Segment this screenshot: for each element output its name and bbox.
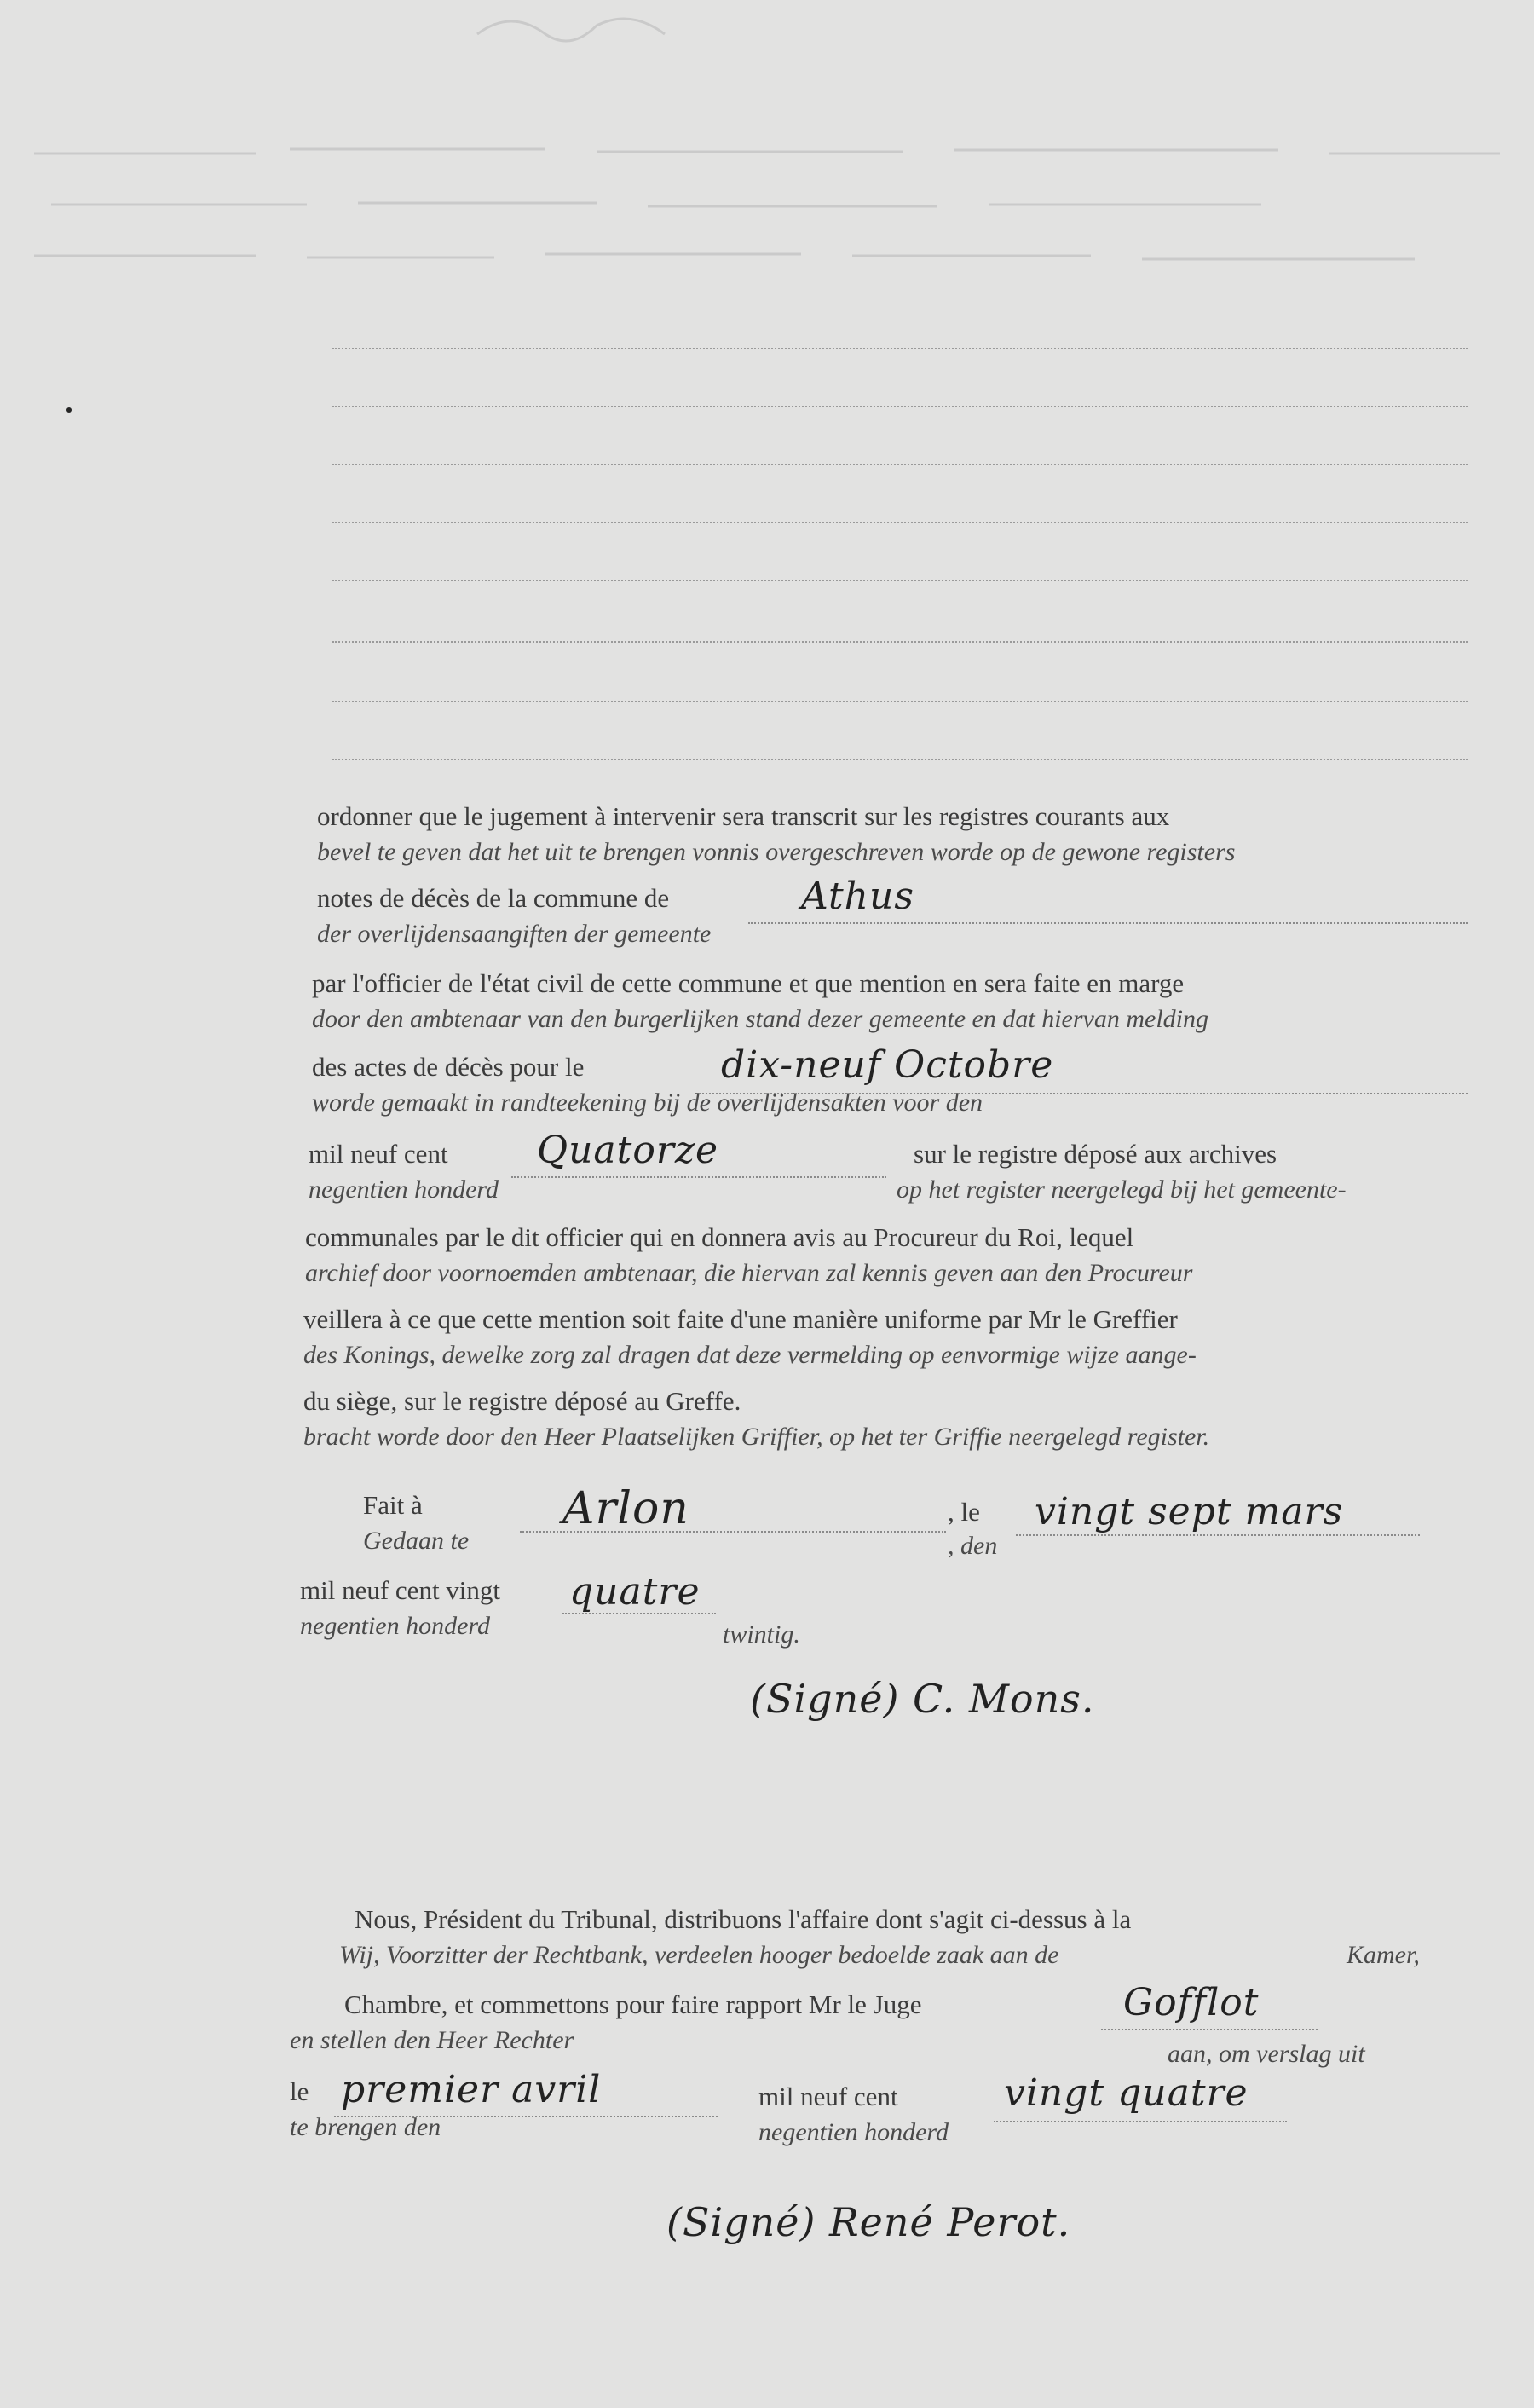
fill-line bbox=[334, 2116, 718, 2117]
bleed-through-text bbox=[0, 0, 1534, 307]
blank-line bbox=[332, 406, 1468, 407]
nl-negentien-honderd: negentien honderd bbox=[758, 2118, 949, 2146]
fr-line-mil: mil neuf cent bbox=[309, 1139, 448, 1169]
blank-line bbox=[332, 580, 1468, 581]
handwritten-signing-year: quatre bbox=[569, 1570, 701, 1614]
fr-line-actes: des actes de décès pour le bbox=[312, 1052, 585, 1082]
handwritten-death-year: Quatorze bbox=[537, 1129, 719, 1172]
blank-line bbox=[332, 641, 1468, 643]
nl-line-ambtenaar: door den ambtenaar van den burgerlijken stand dezer gemeente en dat hiervan melding bbox=[312, 1005, 1208, 1033]
den-label: , den bbox=[948, 1532, 998, 1560]
signature-perot: (Signé) René Perot. bbox=[666, 2199, 1071, 2245]
fr-le-label: le bbox=[290, 2076, 309, 2106]
gedaan-te-label: Gedaan te bbox=[363, 1527, 470, 1555]
fr-line-notes: notes de décès de la commune de bbox=[317, 883, 670, 913]
blank-line bbox=[332, 464, 1468, 465]
fait-a-label: Fait à bbox=[363, 1490, 423, 1520]
signature-mons: (Signé) C. Mons. bbox=[750, 1676, 1095, 1722]
mil-neuf-cent-vingt-label: mil neuf cent vingt bbox=[300, 1575, 501, 1605]
fr-line-officier: par l'officier de l'état civil de cette commune et que mention en sera faite en marge bbox=[312, 968, 1185, 998]
negentien-honderd-label: negentien honderd bbox=[300, 1612, 490, 1640]
fill-line bbox=[511, 1176, 886, 1178]
fill-line bbox=[748, 922, 1468, 924]
fr-line-registre: sur le registre déposé aux archives bbox=[914, 1139, 1277, 1169]
fill-line bbox=[699, 1093, 1468, 1094]
blank-line bbox=[332, 701, 1468, 702]
stray-mark bbox=[66, 407, 72, 413]
nl-line-register: op het register neergelegd bij het gemeente- bbox=[897, 1175, 1347, 1204]
fill-line bbox=[1101, 2029, 1318, 2030]
handwritten-place: Arlon bbox=[562, 1483, 689, 1534]
handwritten-death-date: dix-neuf Octobre bbox=[721, 1043, 1054, 1087]
fill-line bbox=[1016, 1534, 1420, 1536]
twintig-label: twintig. bbox=[723, 1620, 800, 1649]
fr-line-communales: communales par le dit officier qui en donnera avis au Procureur du Roi, lequel bbox=[305, 1222, 1134, 1252]
handwritten-judge: Gofflot bbox=[1123, 1981, 1260, 2024]
handwritten-report-year: vingt quatre bbox=[1004, 2071, 1249, 2115]
nl-line-overlijden: der overlijdensaangiften der gemeente bbox=[317, 920, 712, 948]
fr-line-veillera: veillera à ce que cette mention soit faite d'une manière uniforme par Mr le Greffier bbox=[303, 1304, 1178, 1334]
nl-line-voorzitter: Wij, Voorzitter der Rechtbank, verdeelen hooger bedoelde zaak aan de bbox=[339, 1941, 1059, 1969]
nl-te-brengen-label: te brengen den bbox=[290, 2113, 441, 2141]
blank-line bbox=[332, 759, 1468, 760]
handwritten-commune: Athus bbox=[801, 875, 914, 918]
blank-line bbox=[332, 522, 1468, 523]
nl-line-randteekening: worde gemaakt in randteekening bij de overlijdensakten voor den bbox=[312, 1089, 983, 1117]
fr-mil-neuf-cent: mil neuf cent bbox=[758, 2082, 898, 2111]
nl-line-bevel: bevel te geven dat het uit te brengen vonnis overgeschreven worde op de gewone registers bbox=[317, 838, 1236, 866]
handwritten-signing-date: vingt sept mars bbox=[1035, 1490, 1344, 1533]
nl-line-archief: archief door voornoemden ambtenaar, die hiervan zal kennis geven aan den Procureur bbox=[305, 1259, 1193, 1287]
fr-line-ordonner: ordonner que le jugement à intervenir sera transcrit sur les registres courants aux bbox=[317, 801, 1170, 831]
nl-line-konings: des Konings, dewelke zorg zal dragen dat deze vermelding op eenvormige wijze aange- bbox=[303, 1341, 1197, 1369]
nl-line-verslag: aan, om verslag uit bbox=[1168, 2040, 1365, 2068]
fr-line-chambre: Chambre, et commettons pour faire rapport Mr le Juge bbox=[344, 1989, 922, 2019]
fr-line-siege: du siège, sur le registre déposé au Greffe. bbox=[303, 1386, 741, 1416]
nl-line-negentien: negentien honderd bbox=[309, 1175, 499, 1204]
blank-line bbox=[332, 348, 1468, 349]
nl-line-rechter: en stellen den Heer Rechter bbox=[290, 2026, 574, 2054]
le-label: , le bbox=[948, 1497, 980, 1527]
nl-line-griffier: bracht worde door den Heer Plaatselijken Griffier, op het ter Griffie neergelegd register. bbox=[303, 1423, 1210, 1451]
fill-line bbox=[994, 2121, 1287, 2122]
kamer-label: Kamer, bbox=[1347, 1941, 1420, 1969]
fr-line-president: Nous, Président du Tribunal, distribuons l'affaire dont s'agit ci-dessus à la bbox=[355, 1904, 1132, 1934]
handwritten-report-date: premier avril bbox=[341, 2068, 602, 2111]
